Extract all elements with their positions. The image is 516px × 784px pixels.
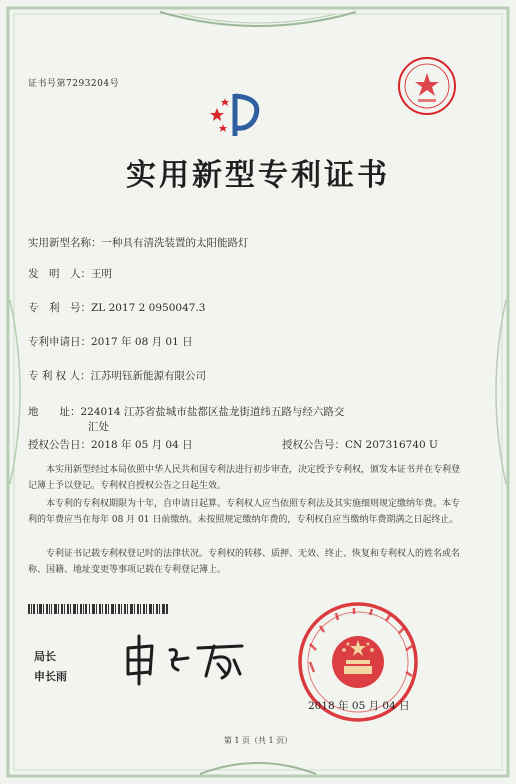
paragraph-1: 本实用新型经过本局依照中华人民共和国专利法进行初步审查，决定授予专利权，颁发本证书并在专利登记簿上予以登记。专利权自授权公告之日起生效。 — [28, 465, 461, 491]
barcode-icon — [28, 604, 168, 614]
utility-model-name-label: 实用新型名称： — [28, 237, 102, 249]
red-stamp-icon — [396, 55, 458, 117]
patent-office-logo-icon — [205, 90, 269, 140]
address-label: 地 址： — [28, 406, 81, 418]
grant-number-label: 授权公告号： — [282, 439, 345, 451]
filing-date-row — [28, 334, 193, 349]
filing-date-value: 2017 年 08 月 01 日 — [91, 336, 193, 348]
utility-model-name-row — [28, 235, 249, 250]
grant-number-value: CN 207316740 U — [345, 439, 438, 451]
seal-date: 2018 年 05 月 04 日 — [308, 700, 410, 712]
inventor-label: 发 明 人： — [28, 268, 91, 280]
patent-number-row — [28, 300, 205, 315]
paragraph-2: 本专利的专利权期限为十年，自申请日起算。专利权人应当依照专利法及其实施细则规定缴纳年费。本专利的年费应当在每年 08 月 01 日前缴纳。未按照规定缴纳年费的，专利权自应当缴纳年费期满之日起终止。 — [28, 499, 461, 525]
patentee-label: 专 利 权 人： — [28, 370, 91, 382]
inventor-row — [28, 266, 112, 281]
grant-date-label: 授权公告日： — [28, 439, 91, 451]
patent-number-value: ZL 2017 2 0950047.3 — [91, 302, 206, 314]
page-number: 第 1 页（共 1 页） — [223, 736, 293, 745]
grant-number-row — [282, 437, 438, 452]
address-line-2: 汇处 — [88, 421, 109, 433]
grant-date-row — [28, 437, 193, 452]
address-row — [28, 404, 344, 419]
certificate-title: 实用新型专利证书 — [126, 158, 390, 193]
utility-model-name-value: 一种具有清洗装置的太阳能路灯 — [101, 237, 249, 249]
patentee-value: 江苏明钰新能源有限公司 — [90, 370, 207, 382]
grant-date-value: 2018 年 05 月 04 日 — [91, 439, 193, 451]
patent-number-label: 专 利 号： — [28, 302, 91, 314]
director-title: 局长 — [34, 650, 56, 663]
filing-date-label: 专利申请日： — [28, 336, 91, 348]
patentee-row — [28, 368, 206, 383]
paragraph-3: 专利证书记载专利权登记时的法律状况。专利权的转移、质押、无效、终止、恢复和专利权人的姓名或名称、国籍、地址变更等事项记载在专利登记簿上。 — [28, 549, 461, 575]
director-name: 申长雨 — [34, 670, 67, 683]
inventor-value: 王明 — [91, 268, 112, 280]
director-signature — [118, 630, 258, 690]
address-line-1: 224014 江苏省盐城市盐都区盐龙街道纬五路与经六路交 — [80, 406, 345, 418]
certificate-number: 证书号第7293204号 — [28, 79, 120, 89]
